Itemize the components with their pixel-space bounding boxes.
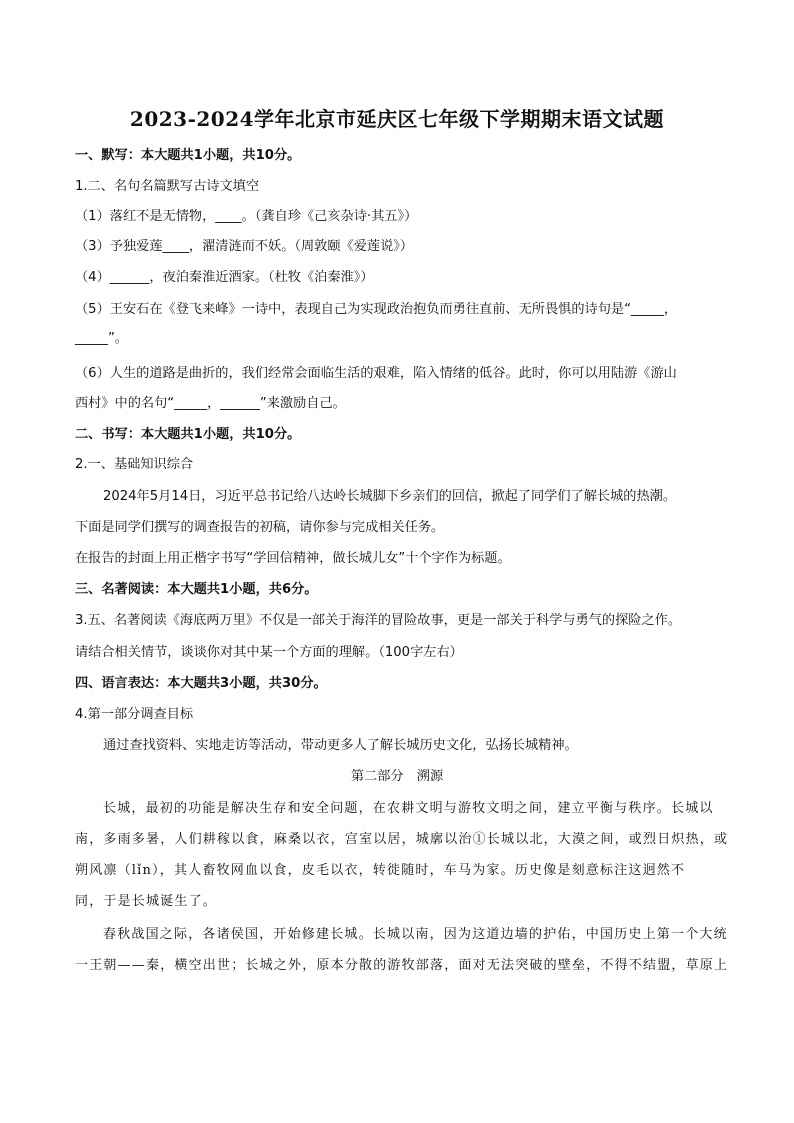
question-item: （5）王安石在《登飞来峰》一诗中，表现自己为实现政治抱负而勇往直前、无所畏惧的诗句是“_____， bbox=[75, 302, 678, 317]
question-heading: 2.一、基础知识综合 bbox=[75, 457, 194, 472]
paragraph-text: 下面是同学们撰写的调查报告的初稿，请你参与完成相关任务。 bbox=[75, 520, 445, 535]
question-item-continued: _____”。 bbox=[75, 331, 128, 346]
question-item: （4）______，夜泊秦淮近酒家。（杜牧《泊秦淮》） bbox=[75, 270, 374, 285]
question-item: （1）落红不是无情物，____。（龚自珍《己亥杂诗·其五》） bbox=[75, 209, 418, 224]
question-heading: 4.第一部分调查目标 bbox=[75, 707, 194, 722]
question-item: （3）予独爱莲____，濯清涟而不妖。（周敦颐《爱莲说》） bbox=[75, 239, 414, 254]
question-heading: 1.二、名句名篇默写古诗文填空 bbox=[75, 179, 260, 194]
passage-text: 南，多雨多暑，人们耕稼以食，麻桑以衣，宫室以居，城廓以治①长城以北，大漠之间，或烈日炽热，或 bbox=[75, 832, 729, 847]
paragraph-text: 通过查找资料、实地走访等活动，带动更多人了解长城历史文化，弘扬长城精神。 bbox=[103, 738, 578, 753]
subsection-heading: 第二部分 溯源 bbox=[350, 769, 444, 784]
question-item-continued: 西村》中的名句“_____，______”来激励自己。 bbox=[75, 396, 346, 411]
passage-text: 一王朝——秦，横空出世；长城之外，原本分散的游牧部落，面对无法突破的壁垒，不得不结盟，草原上 bbox=[75, 958, 729, 973]
paragraph-text: 请结合相关情节，谈谈你对其中某一个方面的理解。（100字左右） bbox=[75, 645, 463, 660]
passage-text: 春秋战国之际，各诸侯国，开始修建长城。长城以南，因为这道边墙的护佑，中国历史上第一个大统 bbox=[103, 927, 728, 942]
paragraph-text: 2024年5月14日，习近平总书记给八达岭长城脚下乡亲们的回信，掀起了同学们了解长城的热潮。 bbox=[103, 489, 677, 504]
question-item: （6）人生的道路是曲折的，我们经常会面临生活的艰难，陷入情绪的低谷。此时，你可以用陆游《游山 bbox=[75, 366, 677, 381]
page-title: 2023-2024学年北京市延庆区七年级下学期期末语文试题 bbox=[129, 107, 665, 131]
section-heading: 一、默写：本大题共1小题，共10分。 bbox=[75, 148, 301, 163]
passage-text: 长城，最初的功能是解决生存和安全问题，在农耕文明与游牧文明之间，建立平衡与秩序。长城以 bbox=[103, 801, 714, 816]
question-heading: 3.五、名著阅读《海底两万里》不仅是一部关于海洋的冒险故事，更是一部关于科学与勇气的探险之作。 bbox=[75, 613, 682, 628]
passage-text: 朔风凛（lǐn），其人畜牧网血以食，皮毛以衣，转徙随时，车马为家。历史像是刻意标注这迥然不 bbox=[75, 863, 686, 878]
section-heading: 四、语言表达：本大题共3小题，共30分。 bbox=[75, 676, 327, 691]
section-heading: 三、名著阅读：本大题共1小题，共6分。 bbox=[75, 582, 318, 597]
passage-text: 同，于是长城诞生了。 bbox=[75, 894, 218, 909]
section-heading: 二、书写：本大题共1小题，共10分。 bbox=[75, 427, 301, 442]
paragraph-text: 在报告的封面上用正楷字书写“学回信精神，做长城儿女”十个字作为标题。 bbox=[75, 551, 511, 566]
